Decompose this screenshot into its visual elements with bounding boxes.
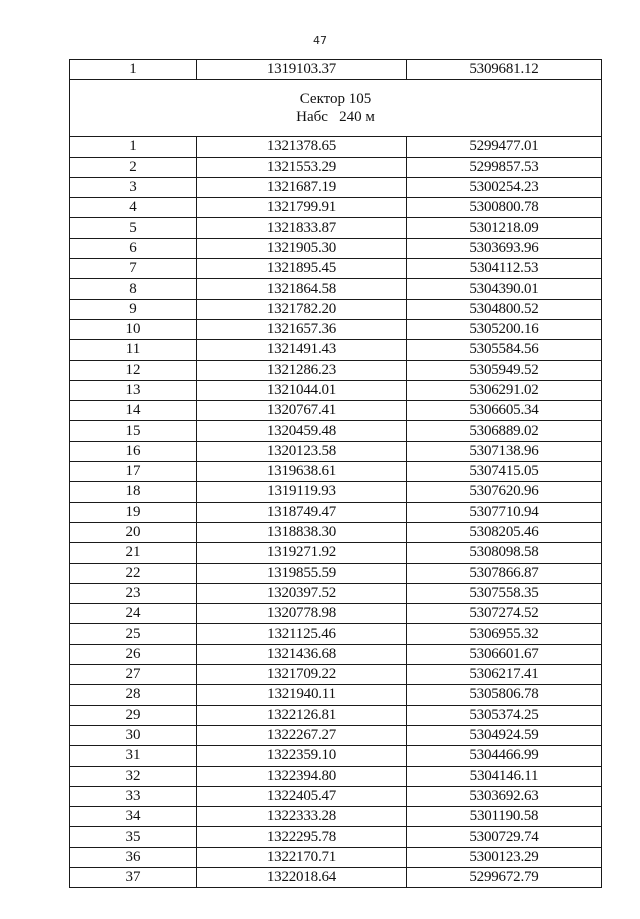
- x-coordinate-cell: 1322170.71: [197, 847, 407, 867]
- point-number-cell: 20: [70, 522, 197, 542]
- table-row: [70, 583, 602, 603]
- point-number-cell: 8: [70, 279, 197, 299]
- point-number-cell: 5: [70, 218, 197, 238]
- x-coordinate-cell: 1319271.92: [197, 543, 407, 563]
- point-number-cell: 7: [70, 259, 197, 279]
- point-number-cell: 24: [70, 604, 197, 624]
- point-number-cell: 32: [70, 766, 197, 786]
- table-row: [70, 137, 602, 157]
- table-row: [70, 522, 602, 542]
- table-row: [70, 807, 602, 827]
- x-coordinate-cell: 1320459.48: [197, 421, 407, 441]
- point-number-cell: 25: [70, 624, 197, 644]
- point-number-cell: 37: [70, 867, 197, 887]
- x-coordinate-cell: 1319119.93: [197, 482, 407, 502]
- table-row: [70, 786, 602, 806]
- x-coordinate-cell: 1320397.52: [197, 583, 407, 603]
- y-coordinate-cell: 5305374.25: [407, 705, 602, 725]
- table-row: [70, 157, 602, 177]
- coordinates-table-body: [70, 60, 602, 888]
- point-number-cell: 1: [70, 137, 197, 157]
- x-coordinate-cell: 1321905.30: [197, 238, 407, 258]
- point-number-cell: 30: [70, 725, 197, 745]
- y-coordinate-cell: 5308205.46: [407, 522, 602, 542]
- table-row: [70, 462, 602, 482]
- y-coordinate-cell: 5307415.05: [407, 462, 602, 482]
- y-coordinate-cell: 5307866.87: [407, 563, 602, 583]
- sector-height: Набс 240 м: [296, 109, 375, 126]
- y-coordinate-cell: 5306889.02: [407, 421, 602, 441]
- table-row: [70, 563, 602, 583]
- y-coordinate-cell: 5306217.41: [407, 665, 602, 685]
- x-coordinate-cell: 1322394.80: [197, 766, 407, 786]
- y-coordinate-cell: 5306955.32: [407, 624, 602, 644]
- y-coordinate-cell: 5300800.78: [407, 198, 602, 218]
- y-coordinate-cell: 5304924.59: [407, 725, 602, 745]
- point-number-cell: 6: [70, 238, 197, 258]
- y-coordinate-cell: 5306601.67: [407, 644, 602, 664]
- y-coordinate-cell: 5309681.12: [407, 60, 602, 80]
- x-coordinate-cell: 1319855.59: [197, 563, 407, 583]
- x-coordinate-cell: 1322359.10: [197, 746, 407, 766]
- y-coordinate-cell: 5299672.79: [407, 867, 602, 887]
- y-coordinate-cell: 5305584.56: [407, 340, 602, 360]
- table-row: [70, 198, 602, 218]
- table-row: [70, 60, 602, 80]
- table-row: [70, 502, 602, 522]
- table-row: [70, 644, 602, 664]
- table-row: [70, 685, 602, 705]
- x-coordinate-cell: 1321286.23: [197, 360, 407, 380]
- x-coordinate-cell: 1321709.22: [197, 665, 407, 685]
- point-number-cell: 9: [70, 299, 197, 319]
- point-number-cell: 23: [70, 583, 197, 603]
- point-number-cell: 31: [70, 746, 197, 766]
- x-coordinate-cell: 1322333.28: [197, 807, 407, 827]
- point-number-cell: 28: [70, 685, 197, 705]
- table-row: [70, 441, 602, 461]
- y-coordinate-cell: 5306605.34: [407, 401, 602, 421]
- y-coordinate-cell: 5306291.02: [407, 380, 602, 400]
- point-number-cell: 2: [70, 157, 197, 177]
- point-number-cell: 10: [70, 319, 197, 339]
- sector-header-cell: [70, 80, 602, 137]
- y-coordinate-cell: 5304800.52: [407, 299, 602, 319]
- table-row: [70, 665, 602, 685]
- y-coordinate-cell: 5305949.52: [407, 360, 602, 380]
- x-coordinate-cell: 1322295.78: [197, 827, 407, 847]
- point-number-cell: 13: [70, 380, 197, 400]
- x-coordinate-cell: 1321833.87: [197, 218, 407, 238]
- coordinates-table: [69, 59, 602, 888]
- x-coordinate-cell: 1322405.47: [197, 786, 407, 806]
- point-number-cell: 33: [70, 786, 197, 806]
- sector-title: Сектор 105: [299, 91, 372, 108]
- y-coordinate-cell: 5299477.01: [407, 137, 602, 157]
- point-number-cell: 16: [70, 441, 197, 461]
- y-coordinate-cell: 5305200.16: [407, 319, 602, 339]
- y-coordinate-cell: 5307274.52: [407, 604, 602, 624]
- x-coordinate-cell: 1321799.91: [197, 198, 407, 218]
- x-coordinate-cell: 1321553.29: [197, 157, 407, 177]
- table-row: [70, 380, 602, 400]
- point-number-cell: 35: [70, 827, 197, 847]
- point-number-cell: 18: [70, 482, 197, 502]
- y-coordinate-cell: 5300123.29: [407, 847, 602, 867]
- table-row: [70, 401, 602, 421]
- x-coordinate-cell: 1321895.45: [197, 259, 407, 279]
- table-row: [70, 177, 602, 197]
- x-coordinate-cell: 1321125.46: [197, 624, 407, 644]
- table-row: [70, 360, 602, 380]
- x-coordinate-cell: 1320767.41: [197, 401, 407, 421]
- point-number-cell: 34: [70, 807, 197, 827]
- y-coordinate-cell: 5300254.23: [407, 177, 602, 197]
- sector-header-row: [70, 80, 602, 137]
- point-number-cell: 17: [70, 462, 197, 482]
- y-coordinate-cell: 5300729.74: [407, 827, 602, 847]
- point-number-cell: 29: [70, 705, 197, 725]
- y-coordinate-cell: 5299857.53: [407, 157, 602, 177]
- table-row: [70, 340, 602, 360]
- table-row: [70, 604, 602, 624]
- point-number-cell: 19: [70, 502, 197, 522]
- point-number-cell: 21: [70, 543, 197, 563]
- y-coordinate-cell: 5304390.01: [407, 279, 602, 299]
- x-coordinate-cell: 1318749.47: [197, 502, 407, 522]
- y-coordinate-cell: 5301218.09: [407, 218, 602, 238]
- table-row: [70, 766, 602, 786]
- point-number-cell: 22: [70, 563, 197, 583]
- y-coordinate-cell: 5304146.11: [407, 766, 602, 786]
- x-coordinate-cell: 1321940.11: [197, 685, 407, 705]
- y-coordinate-cell: 5304466.99: [407, 746, 602, 766]
- y-coordinate-cell: 5308098.58: [407, 543, 602, 563]
- point-number-cell: 1: [70, 60, 197, 80]
- point-number-cell: 12: [70, 360, 197, 380]
- table-row: [70, 279, 602, 299]
- y-coordinate-cell: 5307710.94: [407, 502, 602, 522]
- page-number: 47: [313, 34, 327, 47]
- table-row: [70, 543, 602, 563]
- x-coordinate-cell: 1322267.27: [197, 725, 407, 745]
- x-coordinate-cell: 1321491.43: [197, 340, 407, 360]
- x-coordinate-cell: 1321864.58: [197, 279, 407, 299]
- point-number-cell: 36: [70, 847, 197, 867]
- table-row: [70, 847, 602, 867]
- x-coordinate-cell: 1321378.65: [197, 137, 407, 157]
- x-coordinate-cell: 1322018.64: [197, 867, 407, 887]
- table-row: [70, 746, 602, 766]
- point-number-cell: 4: [70, 198, 197, 218]
- x-coordinate-cell: 1321436.68: [197, 644, 407, 664]
- y-coordinate-cell: 5304112.53: [407, 259, 602, 279]
- y-coordinate-cell: 5303693.96: [407, 238, 602, 258]
- table-row: [70, 867, 602, 887]
- x-coordinate-cell: 1321657.36: [197, 319, 407, 339]
- table-row: [70, 299, 602, 319]
- x-coordinate-cell: 1319638.61: [197, 462, 407, 482]
- table-row: [70, 482, 602, 502]
- y-coordinate-cell: 5307620.96: [407, 482, 602, 502]
- table-row: [70, 319, 602, 339]
- table-row: [70, 624, 602, 644]
- table-row: [70, 421, 602, 441]
- table-row: [70, 238, 602, 258]
- table-row: [70, 259, 602, 279]
- y-coordinate-cell: 5307138.96: [407, 441, 602, 461]
- y-coordinate-cell: 5305806.78: [407, 685, 602, 705]
- point-number-cell: 26: [70, 644, 197, 664]
- table-row: [70, 705, 602, 725]
- point-number-cell: 27: [70, 665, 197, 685]
- x-coordinate-cell: 1318838.30: [197, 522, 407, 542]
- table-row: [70, 725, 602, 745]
- point-number-cell: 11: [70, 340, 197, 360]
- x-coordinate-cell: 1321687.19: [197, 177, 407, 197]
- point-number-cell: 14: [70, 401, 197, 421]
- x-coordinate-cell: 1321044.01: [197, 380, 407, 400]
- table-row: [70, 827, 602, 847]
- y-coordinate-cell: 5303692.63: [407, 786, 602, 806]
- point-number-cell: 15: [70, 421, 197, 441]
- x-coordinate-cell: 1320778.98: [197, 604, 407, 624]
- y-coordinate-cell: 5301190.58: [407, 807, 602, 827]
- x-coordinate-cell: 1320123.58: [197, 441, 407, 461]
- point-number-cell: 3: [70, 177, 197, 197]
- y-coordinate-cell: 5307558.35: [407, 583, 602, 603]
- x-coordinate-cell: 1322126.81: [197, 705, 407, 725]
- x-coordinate-cell: 1319103.37: [197, 60, 407, 80]
- x-coordinate-cell: 1321782.20: [197, 299, 407, 319]
- table-row: [70, 218, 602, 238]
